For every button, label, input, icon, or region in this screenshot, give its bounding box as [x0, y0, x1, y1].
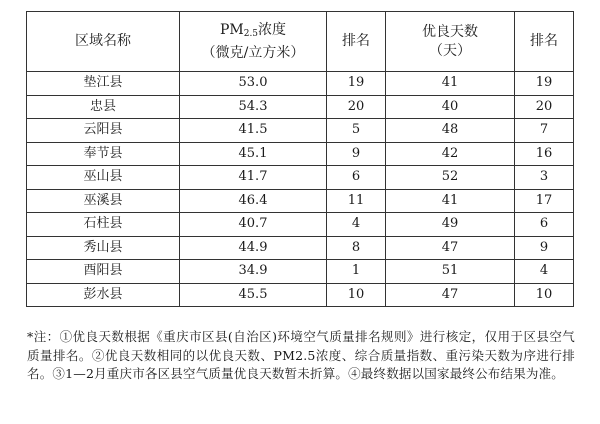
header-pm25 [180, 12, 327, 72]
air-quality-table-container [26, 11, 573, 307]
cell-pm-rank: 5 [327, 119, 386, 143]
cell-pm-rank: 10 [327, 283, 386, 307]
cell-good-days: 40 [386, 95, 515, 119]
cell-pm25: 41.7 [180, 166, 327, 190]
header-good-days-unit: （天） [429, 42, 471, 59]
cell-region: 奉节县 [27, 142, 180, 166]
cell-good-rank: 19 [515, 72, 574, 96]
cell-pm-rank: 9 [327, 142, 386, 166]
cell-pm25: 44.9 [180, 236, 327, 260]
table-row [27, 142, 574, 166]
cell-good-rank: 3 [515, 166, 574, 190]
header-pm-suffix: 浓度 [258, 21, 287, 38]
cell-pm25: 46.4 [180, 189, 327, 213]
cell-region: 巫山县 [27, 166, 180, 190]
air-quality-table [26, 11, 574, 307]
cell-good-days: 48 [386, 119, 515, 143]
cell-good-days: 42 [386, 142, 515, 166]
table-row [27, 119, 574, 143]
header-pm25-title [220, 22, 286, 38]
cell-pm-rank: 1 [327, 260, 386, 284]
cell-good-rank: 17 [515, 189, 574, 213]
header-good-rank: 排名 [515, 12, 574, 72]
cell-region: 巫溪县 [27, 189, 180, 213]
table-row [27, 236, 574, 260]
cell-good-days: 41 [386, 72, 515, 96]
cell-region: 石柱县 [27, 213, 180, 237]
cell-pm-rank: 19 [327, 72, 386, 96]
cell-pm-rank: 11 [327, 189, 386, 213]
cell-good-rank: 4 [515, 260, 574, 284]
cell-pm25: 34.9 [180, 260, 327, 284]
cell-pm25: 45.1 [180, 142, 327, 166]
header-pm-rank: 排名 [327, 12, 386, 72]
table-row [27, 213, 574, 237]
cell-good-days: 41 [386, 189, 515, 213]
table-row [27, 72, 574, 96]
cell-good-rank: 7 [515, 119, 574, 143]
table-body [27, 72, 574, 307]
table-row [27, 283, 574, 307]
table-row [27, 166, 574, 190]
cell-good-rank: 20 [515, 95, 574, 119]
cell-good-days: 51 [386, 260, 515, 284]
cell-pm-rank: 4 [327, 213, 386, 237]
table-row [27, 260, 574, 284]
header-good-days-title: 优良天数 [422, 23, 478, 40]
cell-region: 忠县 [27, 95, 180, 119]
cell-pm-rank: 20 [327, 95, 386, 119]
table-header-row [27, 12, 574, 72]
header-good-days [386, 12, 515, 72]
cell-good-days: 47 [386, 283, 515, 307]
cell-good-rank: 16 [515, 142, 574, 166]
cell-good-days: 47 [386, 236, 515, 260]
cell-pm25: 53.0 [180, 72, 327, 96]
cell-good-days: 49 [386, 213, 515, 237]
header-pm25-unit: （微克/立方米） [201, 44, 305, 61]
cell-pm-rank: 8 [327, 236, 386, 260]
header-pm-prefix: PM [219, 21, 244, 38]
table-row [27, 95, 574, 119]
table-footnote: *注：①优良天数根据《重庆市区县(自治区)环境空气质量排名规则》进行核定，仅用于区县空气质量排名。②优良天数相同的以优良天数、PM2.5浓度、综合质量指数、重污染天数为序进行排名。③1—2月重庆市各区县空气质量优良天数暂未折算。④最终数据以国家最终公布结果为准。 [27, 329, 575, 381]
cell-pm25: 54.3 [180, 95, 327, 119]
cell-region: 秀山县 [27, 236, 180, 260]
header-pm-subscript: 2.5 [243, 28, 259, 39]
cell-pm-rank: 6 [327, 166, 386, 190]
cell-pm25: 40.7 [180, 213, 327, 237]
table-row [27, 189, 574, 213]
cell-pm25: 45.5 [180, 283, 327, 307]
cell-good-rank: 10 [515, 283, 574, 307]
cell-region: 酉阳县 [27, 260, 180, 284]
cell-pm25: 41.5 [180, 119, 327, 143]
cell-good-days: 52 [386, 166, 515, 190]
cell-good-rank: 9 [515, 236, 574, 260]
cell-region: 云阳县 [27, 119, 180, 143]
header-region: 区域名称 [27, 12, 180, 72]
cell-region: 彭水县 [27, 283, 180, 307]
cell-region: 垫江县 [27, 72, 180, 96]
cell-good-rank: 6 [515, 213, 574, 237]
